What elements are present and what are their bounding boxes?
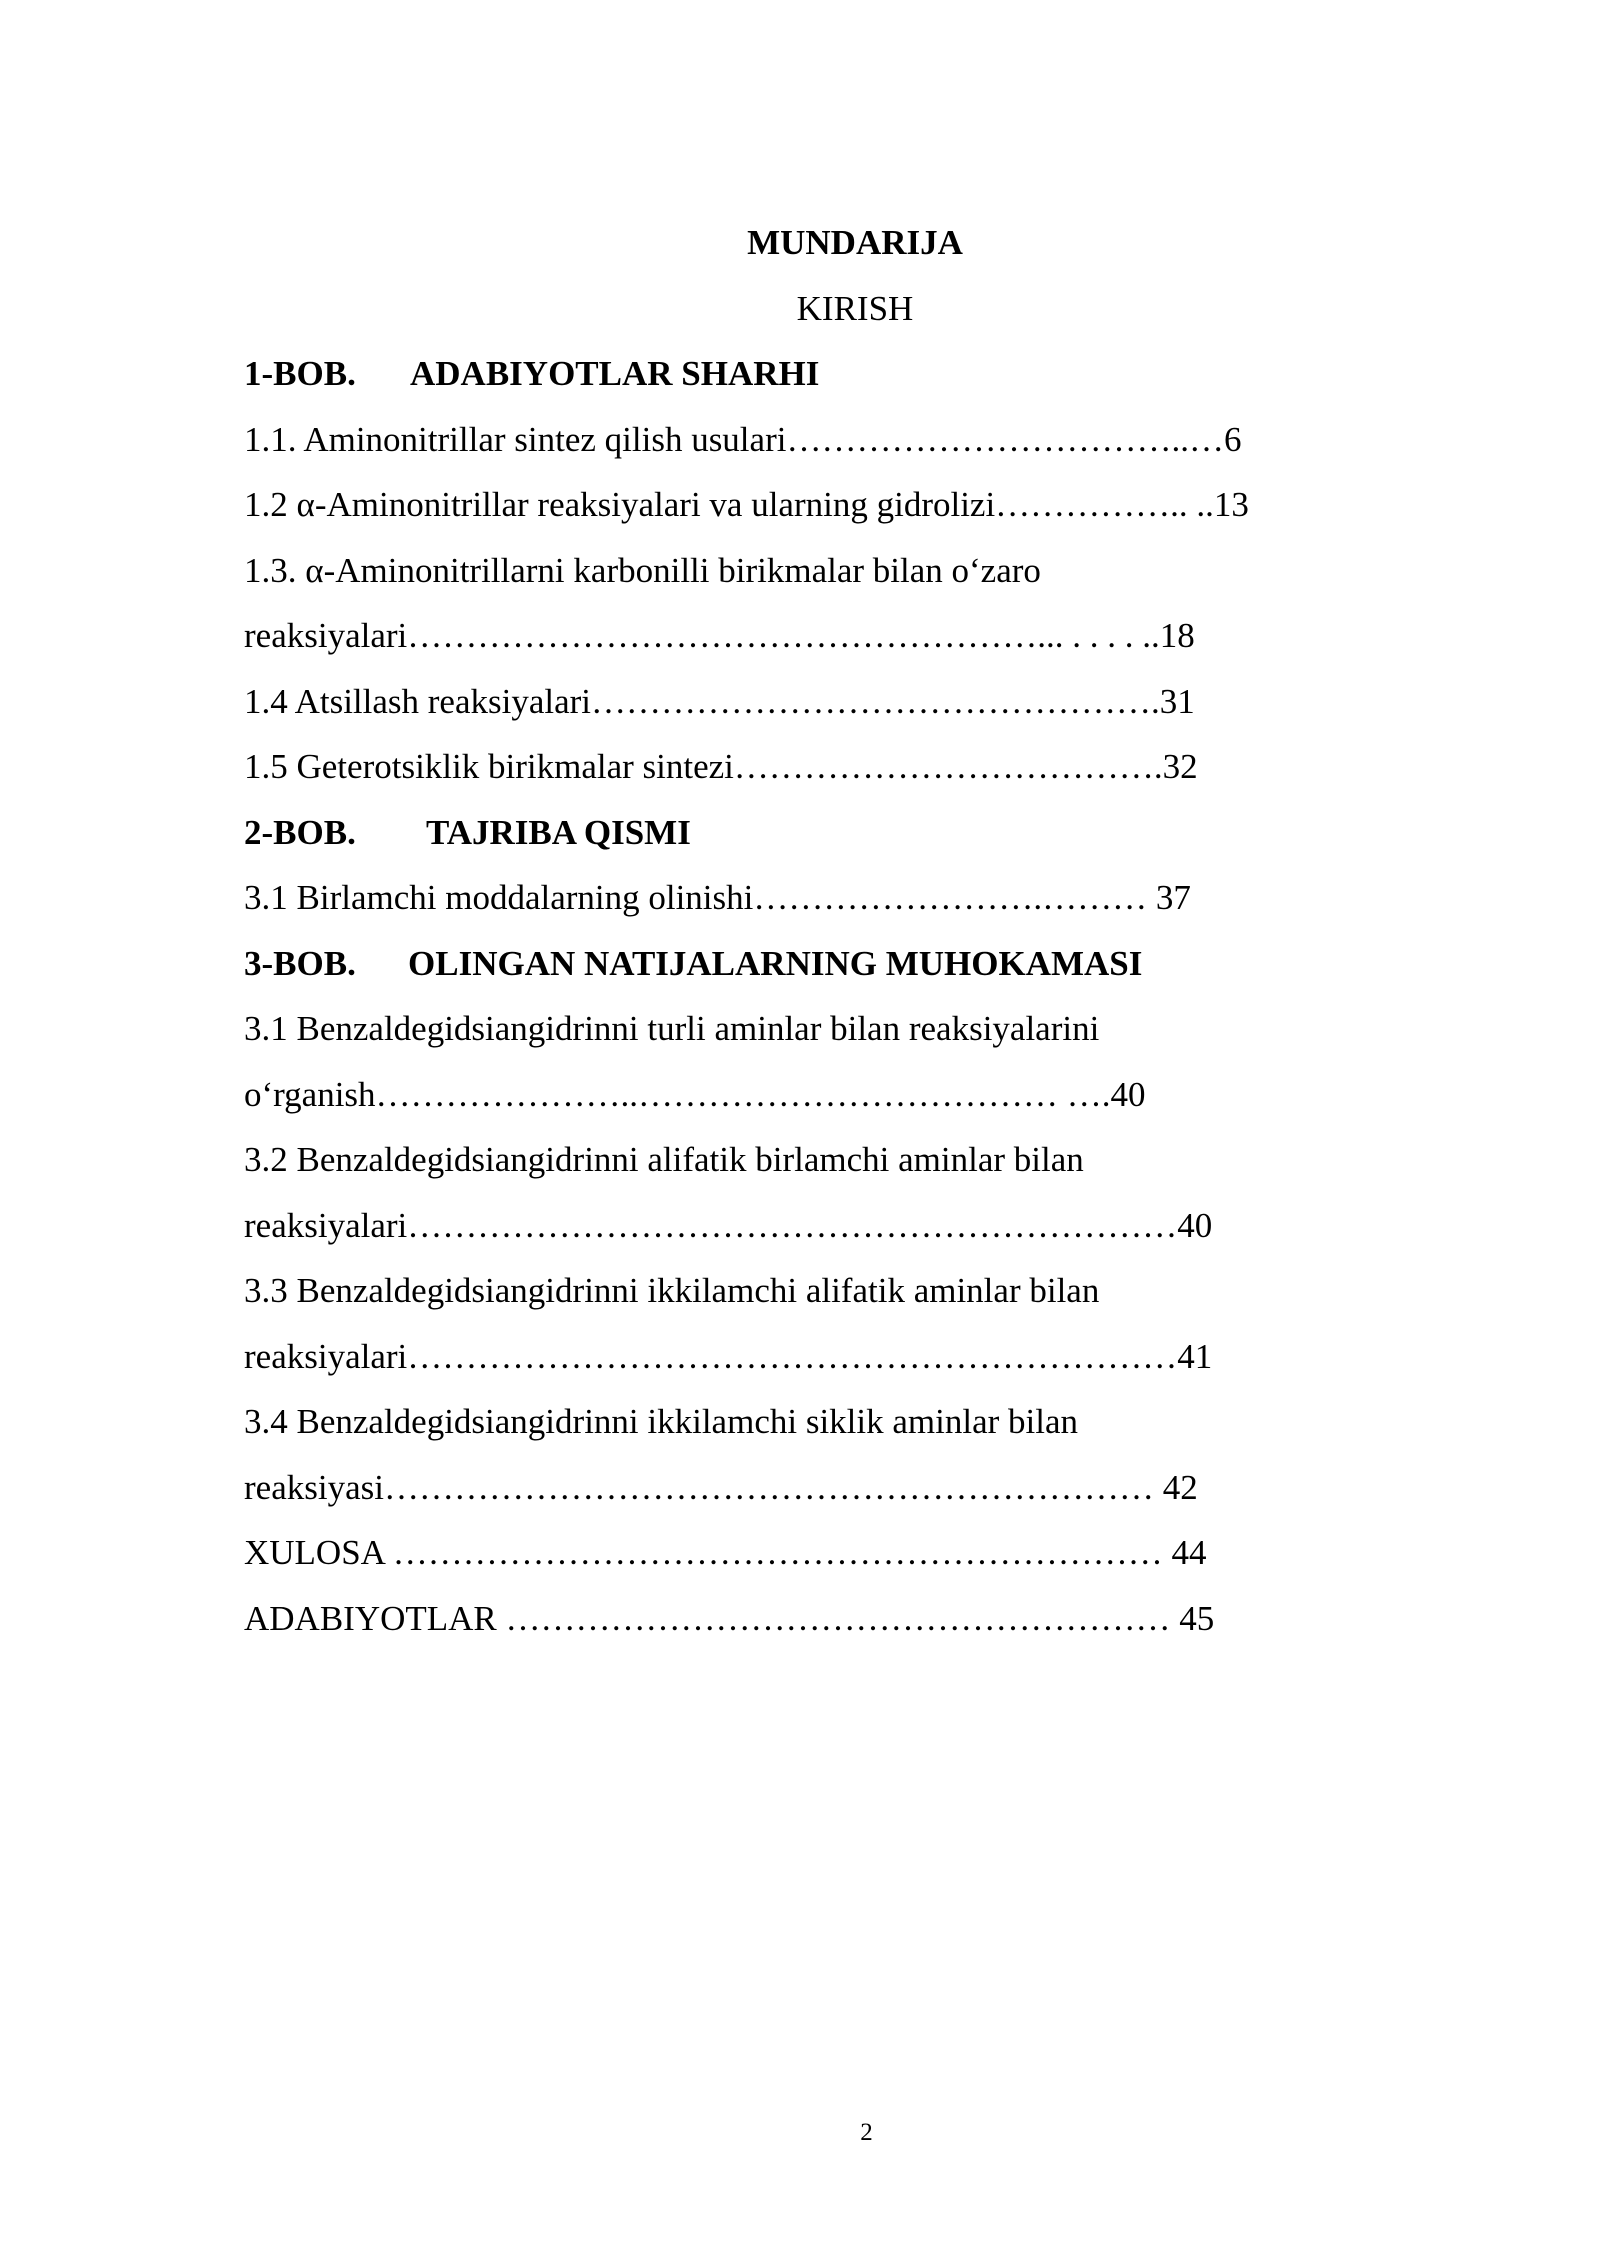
toc-entry: o‘rganish…………………..……………………………… ….40 <box>244 1074 1146 1114</box>
chapter-2-title: TAJRIBA QISMI <box>426 812 691 852</box>
toc-entry: 3.1 Benzaldegidsiangidrinni turli aminlar bilan reaksiyalarini <box>244 1009 1100 1048</box>
toc-entry: 3.2 Benzaldegidsiangidrinni alifatik birlamchi aminlar bilan <box>244 1140 1084 1179</box>
toc-entry-references: ADABIYOTLAR ………………………………………………… 45 <box>244 1598 1215 1638</box>
toc-entry: 1.4 Atsillash reaksiyalari………………………………………….31 <box>244 681 1195 721</box>
toc-entry-conclusion: XULOSA ………………………………………………………… 44 <box>244 1533 1207 1572</box>
toc-entry: reaksiyalari…………………………………………………………40 <box>244 1205 1213 1245</box>
toc-entry: 1.5 Geterotsiklik birikmalar sintezi……………………………….32 <box>244 747 1198 786</box>
toc-entry: 1.1. Aminonitrillar sintez qilish usulari……………………………..…6 <box>244 419 1242 459</box>
chapter-1-title: ADABIYOTLAR SHARHI <box>410 354 820 393</box>
chapter-1-heading <box>244 341 1344 407</box>
toc-entry: reaksiyalari………………………………………………... . . . . ..18 <box>244 616 1195 655</box>
toc-intro: KIRISH <box>796 288 914 328</box>
toc-entry: 1.3. α-Aminonitrillarni karbonilli birikmalar bilan o‘zaro <box>244 550 1041 590</box>
chapter-1-label: 1-BOB. <box>244 354 356 393</box>
toc-entry: reaksiyasi………………………………………………………… 42 <box>244 1467 1198 1507</box>
toc-entry: 1.2 α-Aminonitrillar reaksiyalari va ularning gidrolizi…………….. ..13 <box>244 485 1249 524</box>
toc-entry: 3.4 Benzaldegidsiangidrinni ikkilamchi siklik aminlar bilan <box>244 1402 1079 1441</box>
page-number: 2 <box>860 2119 873 2146</box>
toc-entry: reaksiyalari…………………………………………………………41 <box>244 1336 1213 1376</box>
toc-entry: 3.3 Benzaldegidsiangidrinni ikkilamchi alifatik aminlar bilan <box>244 1271 1100 1310</box>
chapter-3-heading <box>244 931 1344 997</box>
table-of-contents <box>244 210 1344 1651</box>
chapter-3-label: 3-BOB. <box>244 943 356 983</box>
chapter-2-heading <box>244 800 1344 866</box>
toc-heading: MUNDARIJA <box>747 223 963 262</box>
chapter-2-label: 2-BOB. <box>244 812 356 852</box>
chapter-3-title: OLINGAN NATIJALARNING MUHOKAMASI <box>408 943 1143 983</box>
toc-entry: 3.1 Birlamchi moddalarning olinishi…………………….……… 37 <box>244 878 1191 917</box>
